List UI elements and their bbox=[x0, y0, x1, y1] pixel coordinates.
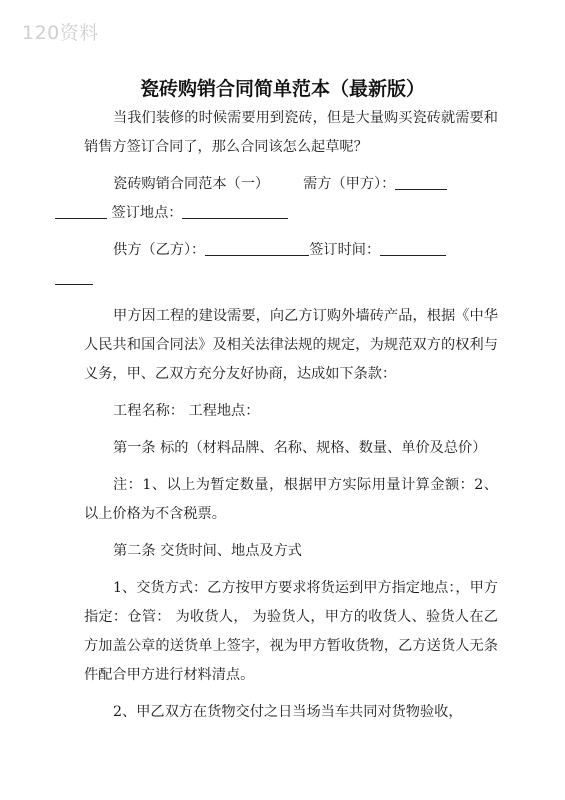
sign-time-blank bbox=[380, 241, 446, 256]
article-2: 第二条 交货时间、地点及方式 bbox=[113, 543, 302, 559]
article-1: 第一条 标的（材料品牌、名称、规格、数量、单价及总价） bbox=[113, 440, 487, 456]
delivery-clause-2: 2、甲乙双方在货物交付之日当场当车共同对货物验收， bbox=[113, 704, 463, 720]
delivery-clause-1: 1、交货方式：乙方按甲方要求将货运到甲方指定地点：，甲方指定：仓管： 为收货人， 为验货人，甲方的收货人、验货人在乙方加盖公章的送货单上签字，视为甲方暂收货物，乙方送货人无条件配合甲方进行材料清点。 bbox=[84, 580, 498, 683]
sample-heading-line bbox=[84, 170, 498, 228]
note-paragraph: 注：1、以上为暂定数量，根据甲方实际用量计算金额：2、以上价格为不含税票。 bbox=[84, 477, 498, 522]
buyer-blank-continued bbox=[55, 204, 107, 219]
seller-line bbox=[84, 236, 498, 294]
sample-heading: 瓷砖购销合同范本（一） bbox=[113, 176, 270, 192]
watermark-logo: 120资料 bbox=[22, 22, 99, 44]
document-title: 瓷砖购销合同简单范本（最新版） bbox=[139, 78, 425, 100]
preamble-paragraph: 甲方因工程的建设需要，向乙方订购外墙砖产品，根据《中华人民共和国合同法》及相关法律法规的规定，为规范双方的权利与义务，甲、乙双方充分友好协商，达成如下条款： bbox=[84, 308, 498, 382]
sign-place-blank bbox=[182, 204, 288, 219]
sign-place-label: 签订地点： bbox=[111, 205, 183, 221]
project-line: 工程名称： 工程地点： bbox=[113, 403, 260, 419]
sign-time-blank-continued bbox=[55, 270, 93, 285]
document-body bbox=[84, 104, 498, 727]
buyer-blank bbox=[395, 175, 447, 190]
buyer-label: 需方（甲方）： bbox=[303, 176, 396, 192]
seller-blank bbox=[205, 241, 309, 256]
sign-time-label: 签订时间： bbox=[309, 242, 381, 258]
seller-label: 供方（乙方）： bbox=[113, 242, 206, 258]
intro-paragraph: 当我们装修的时候需要用到瓷砖，但是大量购买瓷砖就需要和销售方签订合同了，那么合同该怎么起草呢？ bbox=[84, 110, 498, 155]
